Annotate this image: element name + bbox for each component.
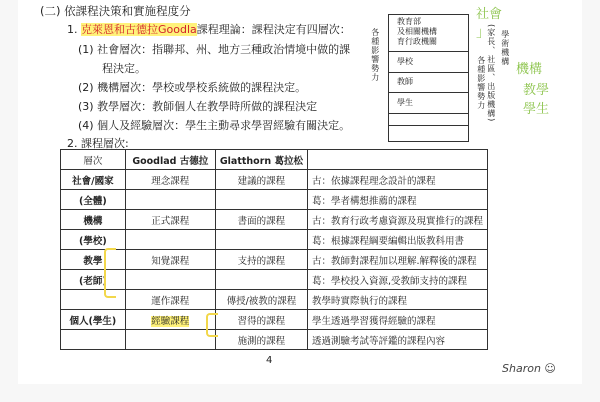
diagram-row-school: 學校 [397,57,413,66]
table-header-row [61,150,488,170]
note-bracket: 」 [476,25,490,41]
note-institution: 機構 [516,62,543,77]
table-row: (全體) 葛：學者構想推薦的課程 [61,190,488,210]
header-level: 層次 [61,150,126,170]
signature: Sharon ☺ [502,362,556,375]
diagram-left-label: 各種影響勢力 [370,28,380,82]
diagram-row-student: 學生 [397,98,413,107]
table-row: 教學 知覺課程 支持的課程 古：教師對課程加以理解.解釋後的課程 [61,250,488,270]
diagram-row-ministry: 教育部 [397,17,421,26]
note-student: 學生 [523,102,550,117]
note-teaching: 教學 [523,83,550,98]
marker-annotation [104,248,116,298]
document-page [18,0,582,384]
diagram-row-teacher: 教師 [397,77,413,86]
header-goodlad: Goodlad 古德拉 [125,150,215,170]
diagram-stack [388,14,469,142]
diagram-row-admin: 育行政機關 [397,37,437,46]
item-2-line: 2. 課程層次: [67,137,129,150]
page-number: 4 [266,355,273,366]
diagram-divider [389,125,468,126]
curriculum-levels-table [60,149,488,350]
table-row: 社會/國家 理念課程 建議的課程 古：依據課程理念設計的課程 [61,170,488,190]
subitem-4: (4) 個人及經驗層次：學生主動尋求學習經驗有關決定。 [78,119,351,132]
item-1-names: 克萊恩和古德拉Goodla [81,23,197,36]
subitem-1: (1) 社會層次：指聯邦、州、地方三種政治情境中做的課 [78,43,351,56]
note-society: 社會 [476,7,503,22]
diagram-row-agencies: 及相關機構 [397,27,437,36]
diagram-divider [389,72,468,73]
subitem-2: (2) 機構層次：學校或學校系統做的課程決定。 [78,81,307,94]
table-row: (老師) 葛：學校投入資源,受教師支持的課程 [61,270,488,290]
table-row: (學校) 葛：根據課程綱要編輯出版教科用書 [61,230,488,250]
diagram-right-paren: (家長、社區、出版機構) [486,24,496,123]
table-row: 機構 正式課程 書面的課程 古：教育行政考慮資源及現實推行的課程 [61,210,488,230]
table-row: 施測的課程 透過測驗考試等評鑑的課程內容 [61,330,488,350]
header-notes [307,150,487,170]
item-1-number: 1. [67,23,78,36]
diagram-divider [389,51,468,52]
diagram-divider [389,92,468,93]
diagram-right-paren2: 學術機構 [500,30,510,66]
table-row: 個人(學生) 經驗課程 習得的課程 學生透過學習獲得經驗的課程 [61,310,488,330]
table-row: 運作課程 傳授/被教的課程 教學時實際執行的課程 [61,290,488,310]
diagram-divider [389,113,468,114]
header-glatthorn: Glatthorn 葛拉松 [215,150,307,170]
section-heading: (二) 依課程決策和實施程度分 [40,4,191,18]
subitem-1-cont: 程決定。 [102,62,146,75]
subitem-3: (3) 教學層次：教師個人在教學時所做的課程決定 [78,100,318,113]
diagram-right-label: 各種影響勢力 [476,56,486,110]
item-1-rest: 課程理論：課程決定有四層次： [196,23,351,36]
marker-annotation [206,313,218,337]
item-1-line [67,23,351,36]
